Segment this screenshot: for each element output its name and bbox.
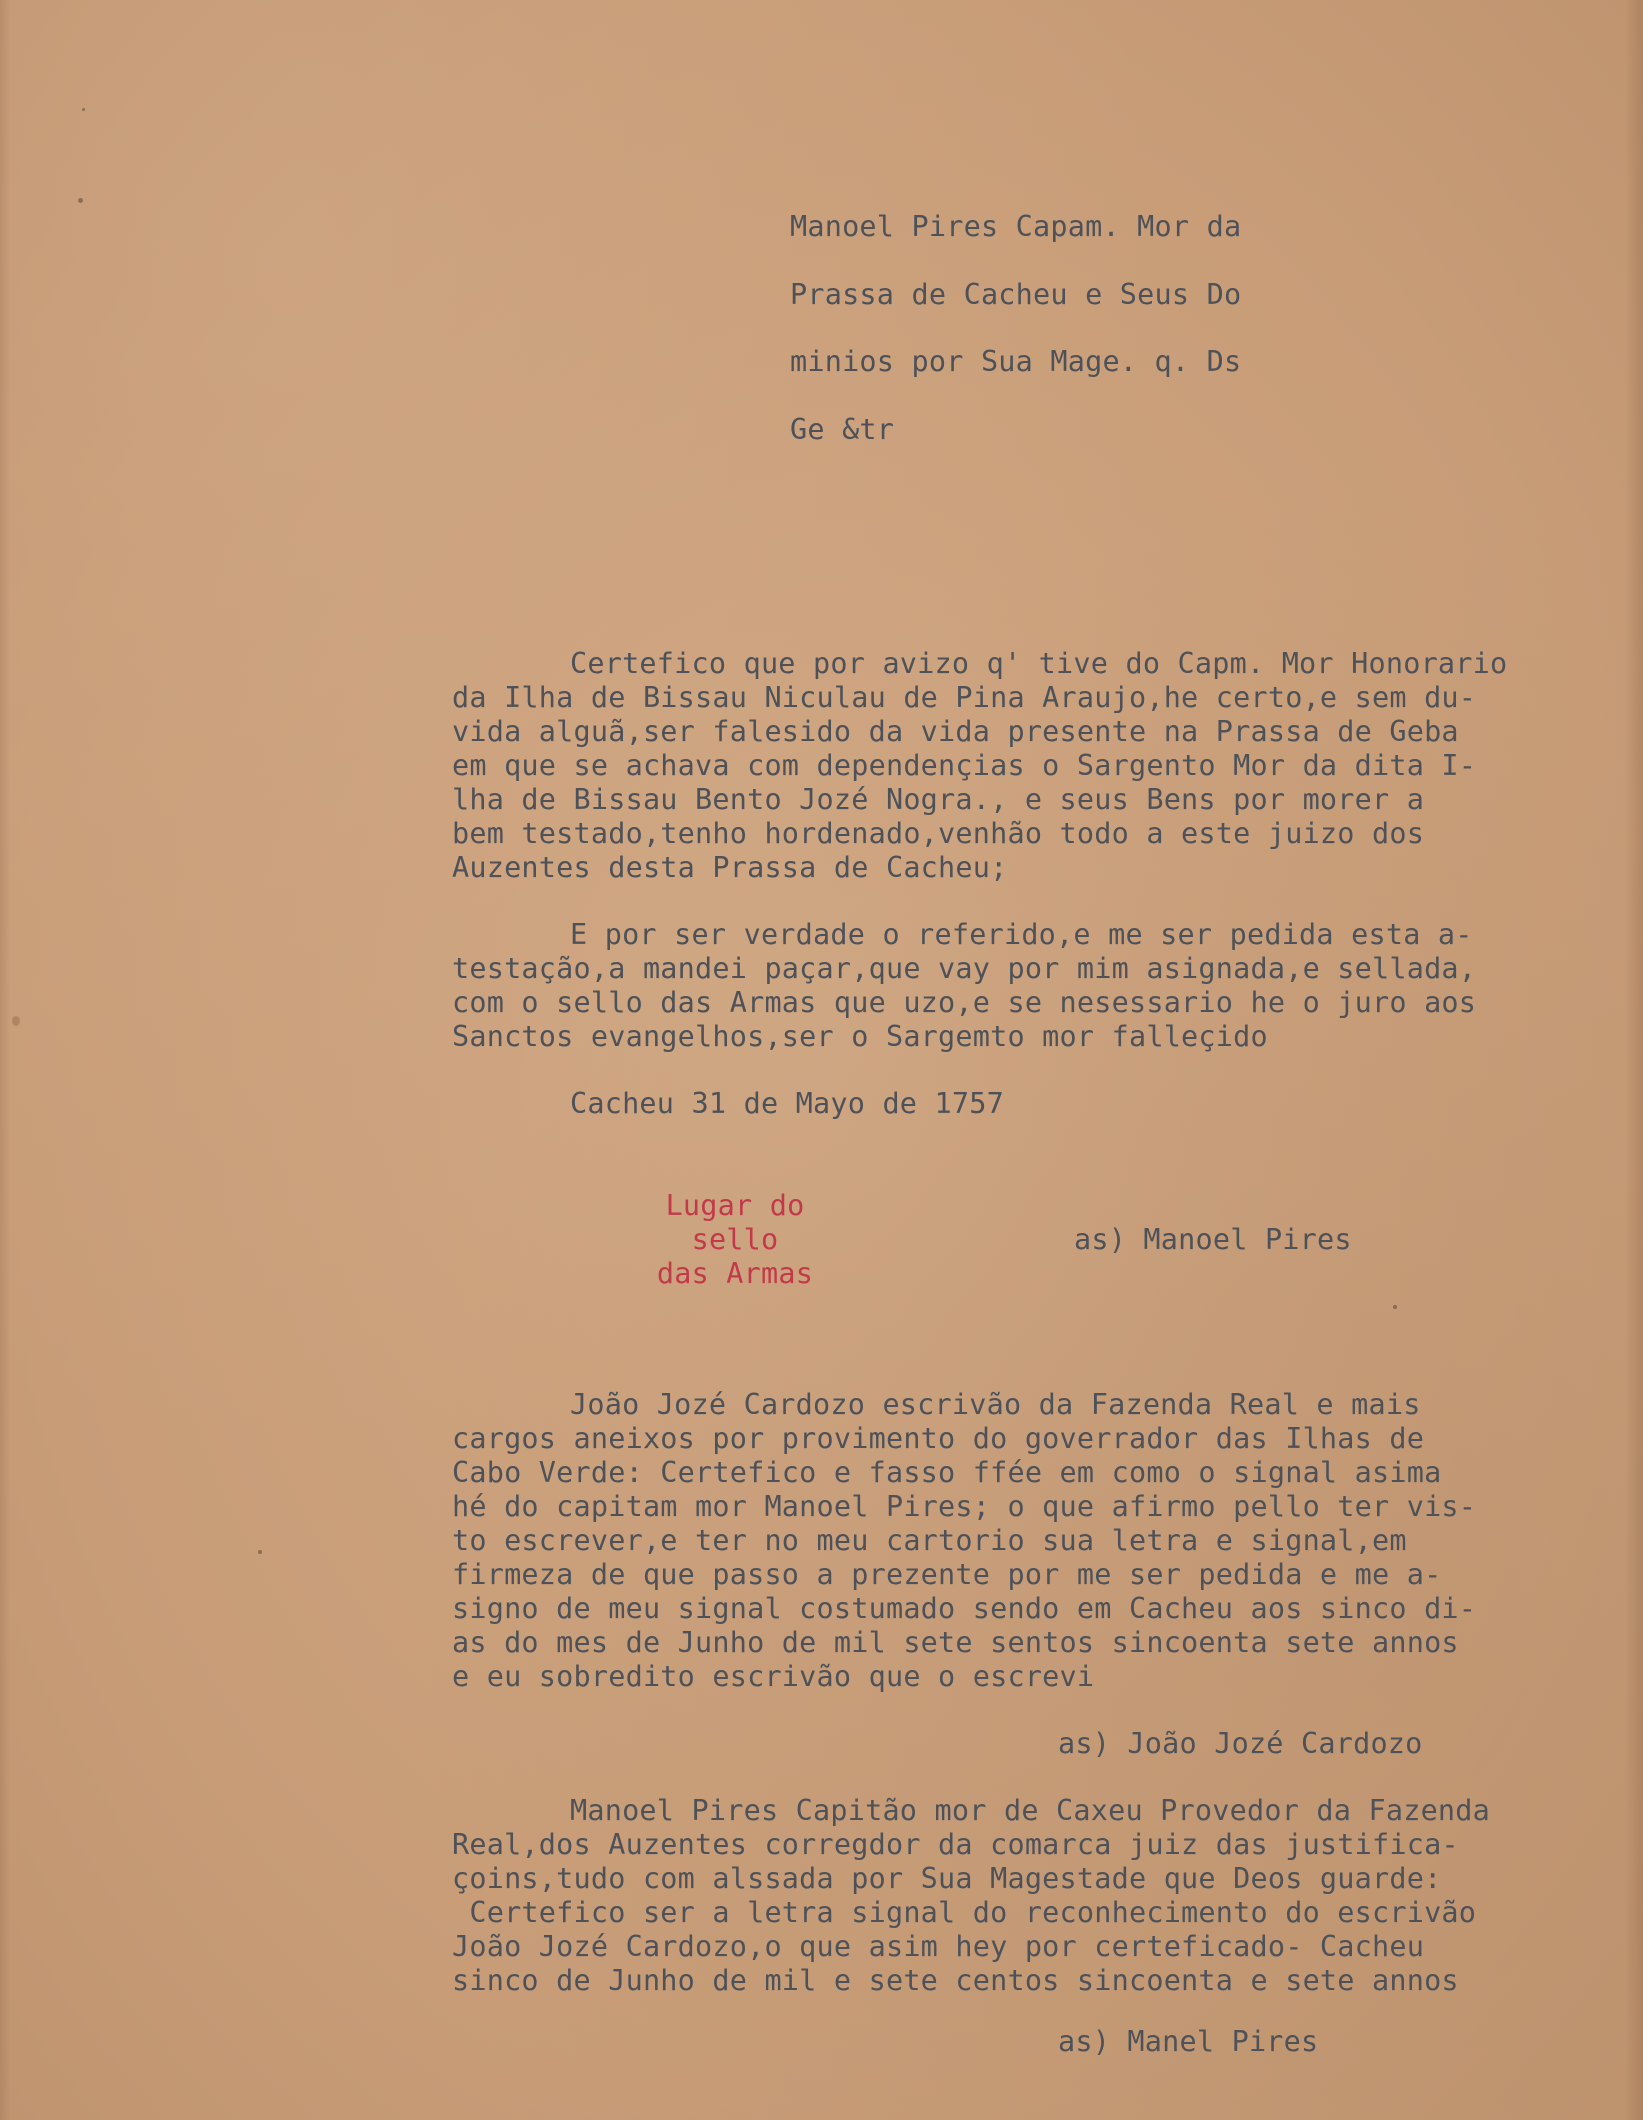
header-line: Ge &tr bbox=[790, 413, 895, 446]
text-line: João Jozé Cardozo,o que asim hey por certeficado- Cacheu bbox=[452, 1930, 1425, 1963]
text-line: Manoel Pires Capitão mor de Caxeu Provedor da Fazenda bbox=[570, 1794, 1490, 1827]
text-line: firmeza de que passo a prezente por me ser pedida e me a- bbox=[452, 1558, 1442, 1591]
text-line: bem testado,tenho hordenado,venhão todo a este juizo dos bbox=[452, 817, 1425, 850]
text-line: Certefico ser a letra signal do reconhecimento do escrivão bbox=[452, 1896, 1477, 1929]
text-line: E por ser verdade o referido,e me ser pedida esta a- bbox=[570, 918, 1473, 951]
seal-placeholder bbox=[640, 1189, 830, 1291]
signature-joao-joze-cardozo: as) João Jozé Cardozo bbox=[1058, 1727, 1423, 1760]
text-line: cargos aneixos por provimento do goverrador das Ilhas de bbox=[452, 1422, 1425, 1455]
signature-manel-pires: as) Manel Pires bbox=[1058, 2025, 1319, 2058]
header-line: Manoel Pires Capam. Mor da bbox=[790, 210, 1242, 243]
text-line: as do mes de Junho de mil sete sentos sincoenta sete annos bbox=[452, 1626, 1459, 1659]
text-line: çoins,tudo com alssada por Sua Magestade que Deos guarde: bbox=[452, 1862, 1442, 1895]
text-line: Sanctos evangelhos,ser o Sargemto mor falleçido bbox=[452, 1020, 1268, 1053]
text-line: em que se achava com dependençias o Sargento Mor da dita I- bbox=[452, 749, 1477, 782]
text-line: lha de Bissau Bento Jozé Nogra., e seus Bens por morer a bbox=[452, 783, 1425, 816]
text-line: Real,dos Auzentes corregdor da comarca juiz das justifica- bbox=[452, 1828, 1459, 1861]
text-line: to escrever,e ter no meu cartorio sua letra e signal,em bbox=[452, 1524, 1407, 1557]
text-line: Certefico que por avizo q' tive do Capm. Mor Honorario bbox=[570, 647, 1508, 680]
paper-edge-left bbox=[0, 0, 10, 2120]
paper-speck bbox=[12, 1016, 20, 1026]
text-line: Auzentes desta Prassa de Cacheu; bbox=[452, 851, 1008, 884]
paper-speck bbox=[1393, 1305, 1397, 1309]
document-date: Cacheu 31 de Mayo de 1757 bbox=[570, 1087, 1004, 1120]
seal-line: das Armas bbox=[656, 1257, 814, 1290]
paper-speck bbox=[82, 108, 85, 111]
paper-speck bbox=[78, 198, 83, 203]
seal-line: Lugar do bbox=[665, 1189, 805, 1222]
paper-speck bbox=[258, 1550, 262, 1554]
text-line: vida alguã,ser falesido da vida presente na Prassa de Geba bbox=[452, 715, 1459, 748]
signature-manoel-pires: as) Manoel Pires bbox=[1074, 1223, 1352, 1256]
seal-line: sello bbox=[691, 1223, 779, 1256]
paper-edge-right bbox=[1625, 0, 1643, 2120]
text-line: testação,a mandei paçar,que vay por mim asignada,e sellada, bbox=[452, 952, 1477, 985]
text-line: sinco de Junho de mil e sete centos sincoenta e sete annos bbox=[452, 1964, 1459, 1997]
header-line: minios por Sua Mage. q. Ds bbox=[790, 345, 1242, 378]
text-line: João Jozé Cardozo escrivão da Fazenda Real e mais bbox=[570, 1388, 1421, 1421]
text-line: com o sello das Armas que uzo,e se nesessario he o juro aos bbox=[452, 986, 1477, 1019]
header-line: Prassa de Cacheu e Seus Do bbox=[790, 278, 1242, 311]
text-line: hé do capitam mor Manoel Pires; o que afirmo pello ter vis- bbox=[452, 1490, 1477, 1523]
text-line: signo de meu signal costumado sendo em Cacheu aos sinco di- bbox=[452, 1592, 1477, 1625]
text-line: e eu sobredito escrivão que o escrevi bbox=[452, 1660, 1095, 1693]
text-line: Cabo Verde: Certefico e fasso ffée em como o signal asima bbox=[452, 1456, 1442, 1489]
text-line: da Ilha de Bissau Niculau de Pina Araujo,he certo,e sem du- bbox=[452, 681, 1477, 714]
